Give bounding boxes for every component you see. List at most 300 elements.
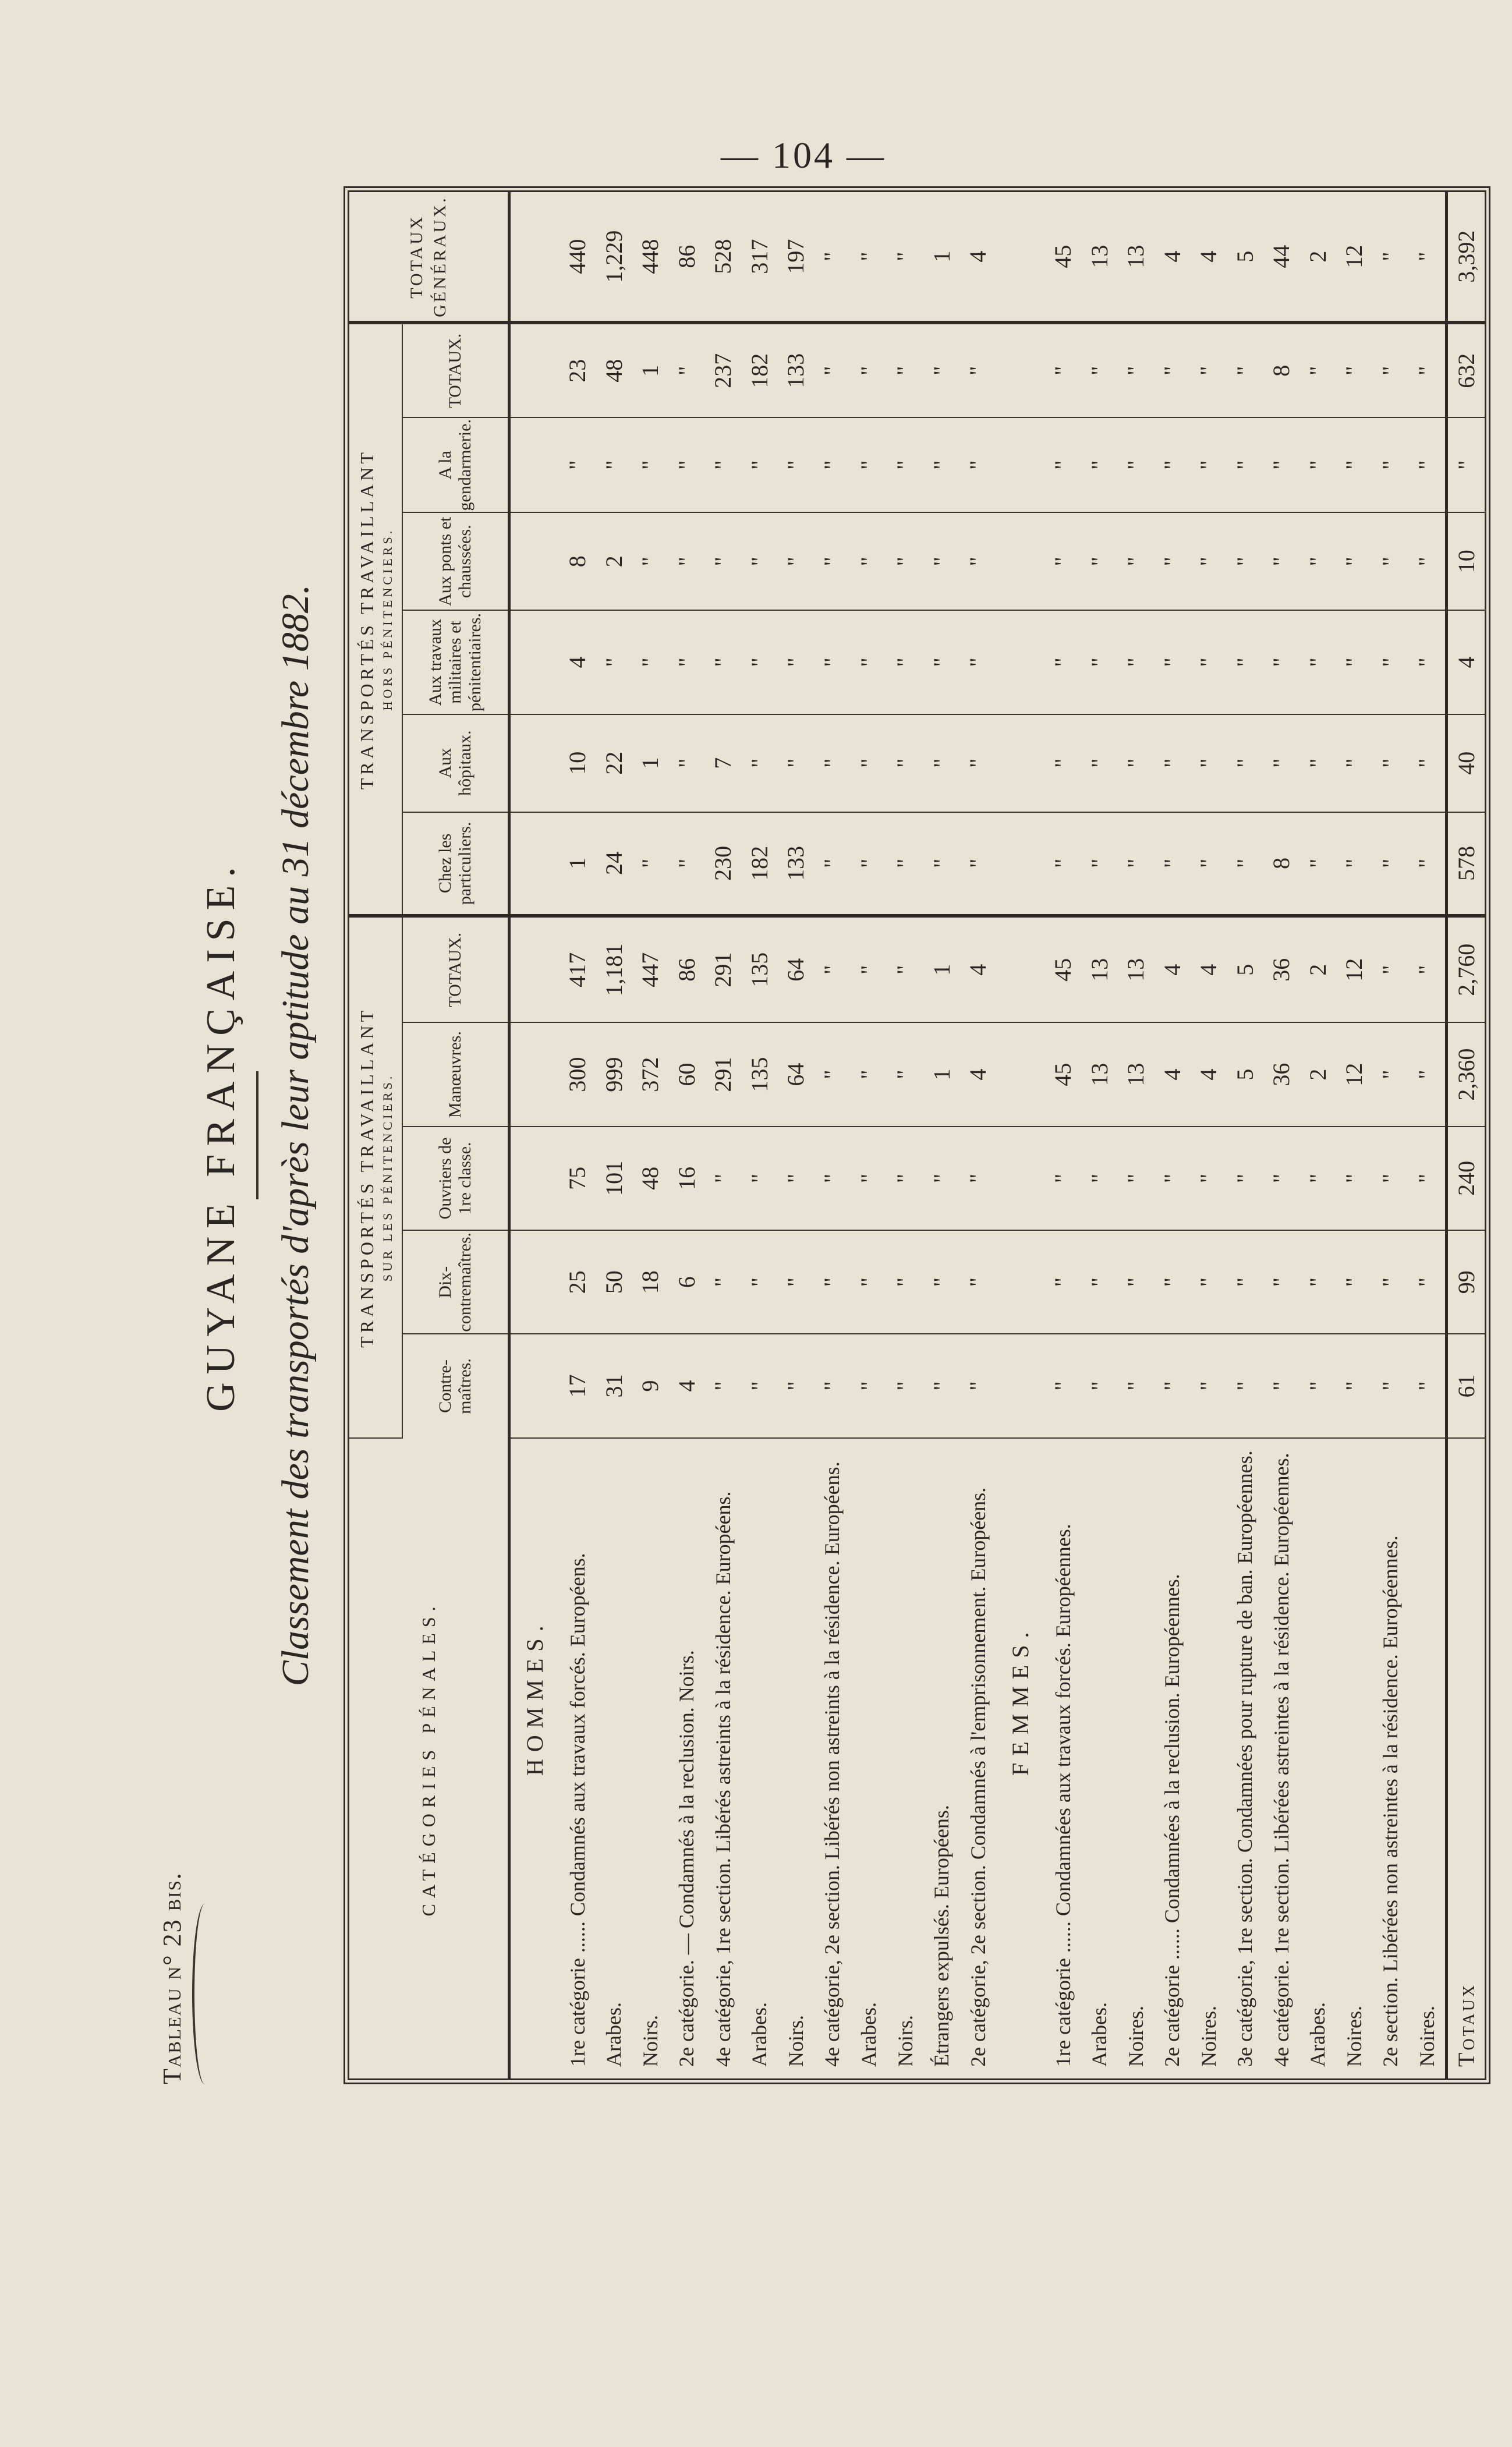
classification-table [349,192,1485,2078]
cell-value: " [851,417,887,512]
cell-value: " [814,610,851,714]
cell-value: 182 [741,323,778,417]
table-row [814,192,851,2078]
cell-value: " [1081,1127,1118,1230]
cell-value: 5 [1227,916,1263,1022]
cell-value: 4 [1190,916,1227,1022]
cell-value: " [1299,417,1336,512]
cell-value: 417 [559,916,596,1022]
cell-value: " [1409,323,1447,417]
cell-value: " [1263,1334,1299,1437]
cell-value: 64 [778,916,815,1022]
cell-value: " [814,1022,851,1126]
cell-value: " [1117,323,1154,417]
row-label: Noirs. [893,2015,917,2067]
cell-value: " [1044,512,1081,610]
cell-value: " [741,512,778,610]
total-value: 99 [1447,1230,1485,1334]
cell-value: " [1154,323,1191,417]
header-totaux-generaux: TOTAUX GÉNÉRAUX. [349,192,509,323]
cell-value: " [923,1230,960,1334]
cell-value: " [1190,812,1227,916]
cell-value: " [1372,916,1409,1022]
cell-value: " [1154,714,1191,812]
cell-value: " [1117,1334,1154,1437]
cell-value: " [923,1127,960,1230]
cell-value: " [851,916,887,1022]
cell-value: " [596,417,632,512]
cell-value: " [1154,1230,1191,1334]
row-label: 4e catégorie, 1re section. Libérés astreints à la résidence. Européens. [711,1491,735,2067]
cell-value: " [778,610,815,714]
cell-value: " [632,812,669,916]
cell-value: " [887,417,923,512]
table-row [632,192,669,2078]
cell-value: 86 [668,916,705,1022]
cell-value: " [887,916,923,1022]
cell-value: " [1372,1022,1409,1126]
cell-value: " [1409,192,1447,323]
cell-value: 4 [959,1022,996,1126]
cell-value: 2 [1299,192,1336,323]
cell-value: " [1081,417,1118,512]
cell-value: " [887,192,923,323]
cell-value: " [887,1022,923,1126]
total-value: 632 [1447,323,1485,417]
row-label: Noires. [1124,2006,1148,2067]
table-row [1299,192,1336,2078]
cell-value: 16 [668,1127,705,1230]
cell-value: " [1409,417,1447,512]
cell-value: " [741,714,778,812]
row-label: Noires. [1196,2006,1220,2067]
subtitle: Classement des transportés d'après leur aptitude au 31 décembre 1882. [274,584,317,1687]
cell-value: 6 [668,1230,705,1334]
cell-value: " [1190,1334,1227,1437]
header-aux-hopitaux: Aux hôpitaux. [402,714,509,812]
cell-value: " [778,512,815,610]
cell-value: " [887,1230,923,1334]
cell-value: 10 [559,714,596,812]
cell-value: " [668,512,705,610]
cell-value: 13 [1081,916,1118,1022]
cell-value: " [778,1127,815,1230]
cell-value: 1 [923,192,960,323]
totals-label: Totaux [1447,1438,1485,2078]
cell-value: " [1044,714,1081,812]
cell-value: " [1117,610,1154,714]
cell-value: " [1227,1334,1263,1437]
cell-value: " [1299,714,1336,812]
cell-value: 133 [778,323,815,417]
cell-value: " [1044,1334,1081,1437]
cell-value: 50 [596,1230,632,1334]
cell-value: 440 [559,192,596,323]
header-group-hors-subtitle: HORS PÉNITENCIERS. [380,527,395,711]
cell-value: " [923,417,960,512]
row-label: Arabes. [748,2002,771,2067]
cell-value: " [814,1230,851,1334]
cell-value: " [778,1334,815,1437]
cell-value: " [1409,1334,1447,1437]
cell-value: " [1227,512,1263,610]
cell-value: " [1227,714,1263,812]
cell-value: " [1372,192,1409,323]
table-row [1081,192,1118,2078]
table-row [887,192,923,2078]
cell-value: " [1044,1127,1081,1230]
cell-value: " [959,323,996,417]
cell-value: 9 [632,1334,669,1437]
cell-value: " [668,812,705,916]
cell-value: 4 [959,192,996,323]
cell-value: 86 [668,192,705,323]
cell-value: " [741,610,778,714]
cell-value: " [814,916,851,1022]
section-row-femmes [996,192,1044,2078]
cell-value: " [632,512,669,610]
cell-value: 1 [559,812,596,916]
cell-value: " [851,1334,887,1437]
cell-value: " [814,1127,851,1230]
section-row-hommes [509,192,560,2078]
cell-value: " [1336,714,1372,812]
table-row [1263,192,1299,2078]
cell-value: " [814,714,851,812]
cell-value: " [632,610,669,714]
header-dix-contremaitres: Dix-contremaîtres. [402,1230,509,1334]
cell-value: " [1227,610,1263,714]
cell-value: " [705,417,742,512]
total-value: 2,360 [1447,1022,1485,1126]
cell-value: 2 [1299,1022,1336,1126]
cell-value: " [1409,812,1447,916]
header-ponts-chaussees: Aux ponts et chaussées. [402,512,509,610]
cell-value: " [1372,323,1409,417]
cell-value: 999 [596,1022,632,1126]
total-value: 10 [1447,512,1485,610]
cell-value: " [1081,512,1118,610]
cell-value: " [1409,1230,1447,1334]
cell-value: 31 [596,1334,632,1437]
row-label: 2e catégorie, 2e section. Condamnés à l'emprisonnement. Européens. [966,1487,990,2067]
cell-value: " [1154,1334,1191,1437]
header-group-hors-penitenciers [349,323,402,916]
cell-value: 182 [741,812,778,916]
cell-value: " [1372,714,1409,812]
cell-value: " [1263,1230,1299,1334]
cell-value: 1,181 [596,916,632,1022]
row-label: 2e section. Libérées non astreintes à la résidence. Européennes. [1379,1535,1403,2067]
cell-value: 36 [1263,916,1299,1022]
cell-value: 317 [741,192,778,323]
cell-value: " [668,714,705,812]
header-manoeuvres: Manœuvres. [402,1022,509,1126]
cell-value: " [1190,417,1227,512]
cell-value: " [1227,323,1263,417]
cell-value: " [851,812,887,916]
cell-value: " [814,417,851,512]
cell-value: 4 [1190,1022,1227,1126]
cell-value: " [1409,714,1447,812]
cell-value: " [814,512,851,610]
row-label: 1re catégorie ...... Condamnées aux travaux forcés. Européennes. [1051,1524,1075,2067]
cell-value: " [887,1334,923,1437]
cell-value: " [778,417,815,512]
cell-value: " [1372,512,1409,610]
cell-value: " [1409,1127,1447,1230]
total-value: 578 [1447,812,1485,916]
cell-value: " [1263,1127,1299,1230]
table-row [1227,192,1263,2078]
cell-value: 12 [1336,1022,1372,1126]
row-label: Arabes. [857,2002,880,2067]
cell-value: " [814,192,851,323]
row-label: Arabes. [602,2002,626,2067]
cell-value: " [959,1127,996,1230]
cell-value: 13 [1081,192,1118,323]
cell-value: 1 [632,323,669,417]
row-label: Noirs. [638,2015,662,2067]
cell-value: " [1372,812,1409,916]
cell-value: " [741,417,778,512]
cell-value: " [1263,417,1299,512]
section-label-femmes: FEMMES. [1007,1625,1034,1776]
cell-value: 7 [705,714,742,812]
cell-value: " [1044,1230,1081,1334]
table-row [1044,192,1081,2078]
cell-value: 4 [559,610,596,714]
header-gendarmerie: A la gendarmerie. [402,417,509,512]
cell-value: 22 [596,714,632,812]
table-row [1117,192,1154,2078]
table-row [668,192,705,2078]
cell-value: " [1190,323,1227,417]
cell-value: 48 [632,1127,669,1230]
table-row [596,192,632,2078]
cell-value: 300 [559,1022,596,1126]
cell-value: " [1190,714,1227,812]
cell-value: " [668,610,705,714]
cell-value: 18 [632,1230,669,1334]
cell-value: " [1263,610,1299,714]
table-row [1372,192,1409,2078]
cell-value: " [923,610,960,714]
cell-value: 4 [1154,192,1191,323]
cell-value: 291 [705,1022,742,1126]
cell-value: " [1263,714,1299,812]
cell-value: " [668,323,705,417]
cell-value: " [1336,1334,1372,1437]
cell-value: 25 [559,1230,596,1334]
header-contre-maitres: Contre-maîtres. [402,1334,509,1437]
cell-value: " [1372,610,1409,714]
cell-value: " [1190,1230,1227,1334]
cell-value: " [959,1230,996,1334]
cell-value: 1 [923,1022,960,1126]
header-chez-particuliers: Chez les particuliers. [402,812,509,916]
cell-value: " [705,512,742,610]
cell-value: 45 [1044,192,1081,323]
cell-value: 4 [1154,1022,1191,1126]
cell-value: 13 [1117,916,1154,1022]
cell-value: " [1336,812,1372,916]
cell-value: " [1117,512,1154,610]
cell-value: " [959,512,996,610]
table-row [959,192,996,2078]
cell-value: " [1044,610,1081,714]
totals-row [1447,192,1485,2078]
cell-value: " [887,812,923,916]
cell-value: " [851,1230,887,1334]
cell-value: " [959,812,996,916]
title-rule [256,1071,259,1199]
cell-value: " [923,812,960,916]
cell-value: 135 [741,1022,778,1126]
page-number: — 104 — [721,134,886,176]
cell-value: " [1081,610,1118,714]
cell-value: " [741,1230,778,1334]
cell-value: 60 [668,1022,705,1126]
cell-value: " [1154,610,1191,714]
cell-value: 45 [1044,1022,1081,1126]
cell-value: " [1044,323,1081,417]
table-body [509,192,1485,2078]
cell-value: 36 [1263,1022,1299,1126]
row-label: 2e catégorie ...... Condamnées à la reclusion. Européennes. [1160,1574,1184,2067]
cell-value: " [851,192,887,323]
cell-value: " [1299,512,1336,610]
cell-value: " [1081,812,1118,916]
cell-value: 291 [705,916,742,1022]
header-totaux-sur: TOTAUX. [402,916,509,1022]
cell-value: " [778,714,815,812]
cell-value: 133 [778,812,815,916]
table-row [1409,192,1447,2078]
cell-value: 1 [923,916,960,1022]
cell-value: " [1044,812,1081,916]
cell-value: " [1227,1230,1263,1334]
cell-value: 135 [741,916,778,1022]
rotated-table-page [134,186,1490,2084]
cell-value: 4 [1154,916,1191,1022]
cell-value: " [1409,916,1447,1022]
cell-value: 230 [705,812,742,916]
header-group-hors-title: TRANSPORTÉS TRAVAILLANT [356,449,377,790]
cell-value: " [1117,1230,1154,1334]
cell-value: 13 [1117,1022,1154,1126]
cell-value: " [705,1230,742,1334]
cell-value: " [1299,1334,1336,1437]
cell-value: 44 [1263,192,1299,323]
cell-value: " [1372,1334,1409,1437]
row-label: 4e catégorie. 1re section. Libérées astreintes à la résidence. Européennes. [1269,1453,1293,2067]
cell-value: 8 [1263,812,1299,916]
table-row [923,192,960,2078]
header-ouvriers-1re-classe: Ouvriers de 1re classe. [402,1127,509,1230]
cell-value: 4 [959,916,996,1022]
header-categories: CATÉGORIES PÉNALES. [349,1438,509,2078]
table-row [1336,192,1372,2078]
row-label: 1re catégorie ...... Condamnés aux travaux forcés. Européens. [565,1553,589,2067]
cell-value: " [1154,812,1191,916]
cell-value: " [959,714,996,812]
row-label: 3e catégorie, 1re section. Condamnées pour rupture de ban. Européennes. [1233,1450,1257,2067]
cell-value: " [814,1334,851,1437]
table-row [778,192,815,2078]
cell-value: " [1227,812,1263,916]
cell-value: " [1336,1230,1372,1334]
cell-value: 2 [596,512,632,610]
cell-value: " [1372,417,1409,512]
header-group-sur-penitenciers [349,916,402,1438]
cell-value: " [1336,610,1372,714]
cell-value: " [1117,714,1154,812]
cell-value: 101 [596,1127,632,1230]
cell-value: 448 [632,192,669,323]
cell-value: 8 [1263,323,1299,417]
cell-value: " [887,1127,923,1230]
cell-value: " [559,417,596,512]
cell-value: " [1044,417,1081,512]
cell-value: " [851,610,887,714]
cell-value: 2 [1299,916,1336,1022]
cell-value: " [1336,417,1372,512]
cell-value: " [887,512,923,610]
cell-value: 5 [1227,1022,1263,1126]
cell-value: 528 [705,192,742,323]
cell-value: " [1299,323,1336,417]
cell-value: " [1227,417,1263,512]
cell-value: " [851,714,887,812]
header-travaux-militaires: Aux travaux militaires et pénitentiaires. [402,610,509,714]
cell-value: 5 [1227,192,1263,323]
cell-value: " [1190,610,1227,714]
cell-value: " [705,1127,742,1230]
cell-value: " [632,417,669,512]
cell-value: 24 [596,812,632,916]
row-label: Noires. [1342,2006,1366,2067]
cell-value: 8 [559,512,596,610]
total-value: 240 [1447,1127,1485,1230]
cell-value: " [1409,512,1447,610]
cell-value: " [887,323,923,417]
total-value: 4 [1447,610,1485,714]
cell-value: " [741,1127,778,1230]
cell-value: " [1336,1127,1372,1230]
cell-value: " [1299,812,1336,916]
cell-value: " [923,1334,960,1437]
table-row [1154,192,1191,2078]
cell-value: " [1372,1127,1409,1230]
table-row [559,192,596,2078]
main-title: GUYANE FRANÇAISE. [199,859,243,1412]
cell-value: 1 [632,714,669,812]
row-label: Noires. [1415,2006,1439,2067]
cell-value: " [1409,610,1447,714]
cell-value: " [887,610,923,714]
cell-value: " [1263,512,1299,610]
cell-value: " [851,323,887,417]
section-label-hommes: HOMMES. [522,1619,548,1776]
cell-value: " [705,1334,742,1437]
cell-value: " [1117,1127,1154,1230]
cell-value: " [1299,1127,1336,1230]
cell-value: " [959,417,996,512]
cell-value: " [1081,714,1118,812]
cell-value: 447 [632,916,669,1022]
cell-value: 23 [559,323,596,417]
